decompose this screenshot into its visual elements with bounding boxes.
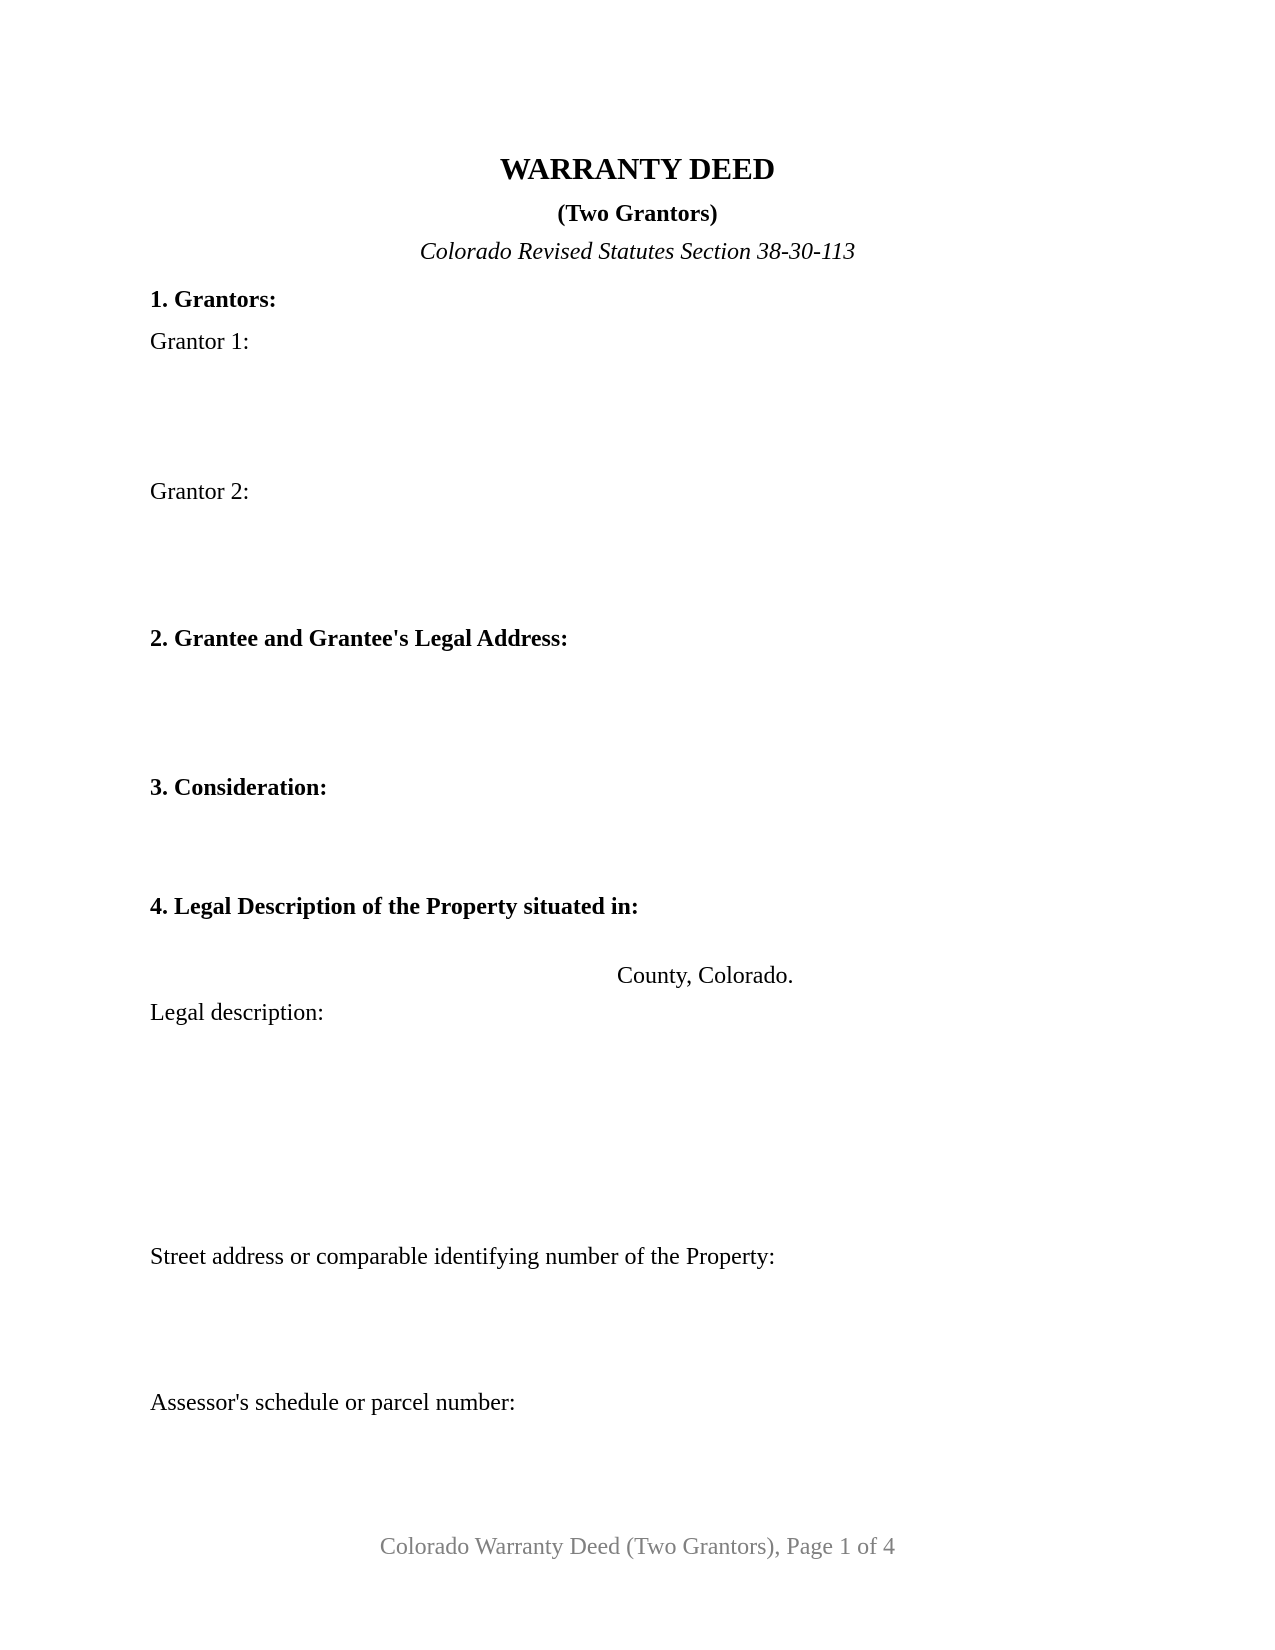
parcel-number-label: Assessor's schedule or parcel number: <box>150 1390 516 1416</box>
grantor-2-label: Grantor 2: <box>150 479 250 505</box>
street-address-label: Street address or comparable identifying number of the Property: <box>150 1244 776 1270</box>
section-grantors-heading: 1. Grantors: <box>150 287 277 313</box>
county-colorado-text: County, Colorado. <box>617 963 794 989</box>
section-consideration-heading: 3. Consideration: <box>150 775 328 801</box>
document-subtitle: (Two Grantors) <box>557 201 718 227</box>
document-title: WARRANTY DEED <box>499 151 776 186</box>
grantor-1-label: Grantor 1: <box>150 329 250 355</box>
page-footer: Colorado Warranty Deed (Two Grantors), Page 1 of 4 <box>379 1534 896 1560</box>
legal-description-label: Legal description: <box>150 1000 324 1026</box>
section-legal-description-heading: 4. Legal Description of the Property situated in: <box>150 894 639 920</box>
statute-reference: Colorado Revised Statutes Section 38-30-113 <box>419 239 856 265</box>
section-grantee-heading: 2. Grantee and Grantee's Legal Address: <box>150 626 569 652</box>
